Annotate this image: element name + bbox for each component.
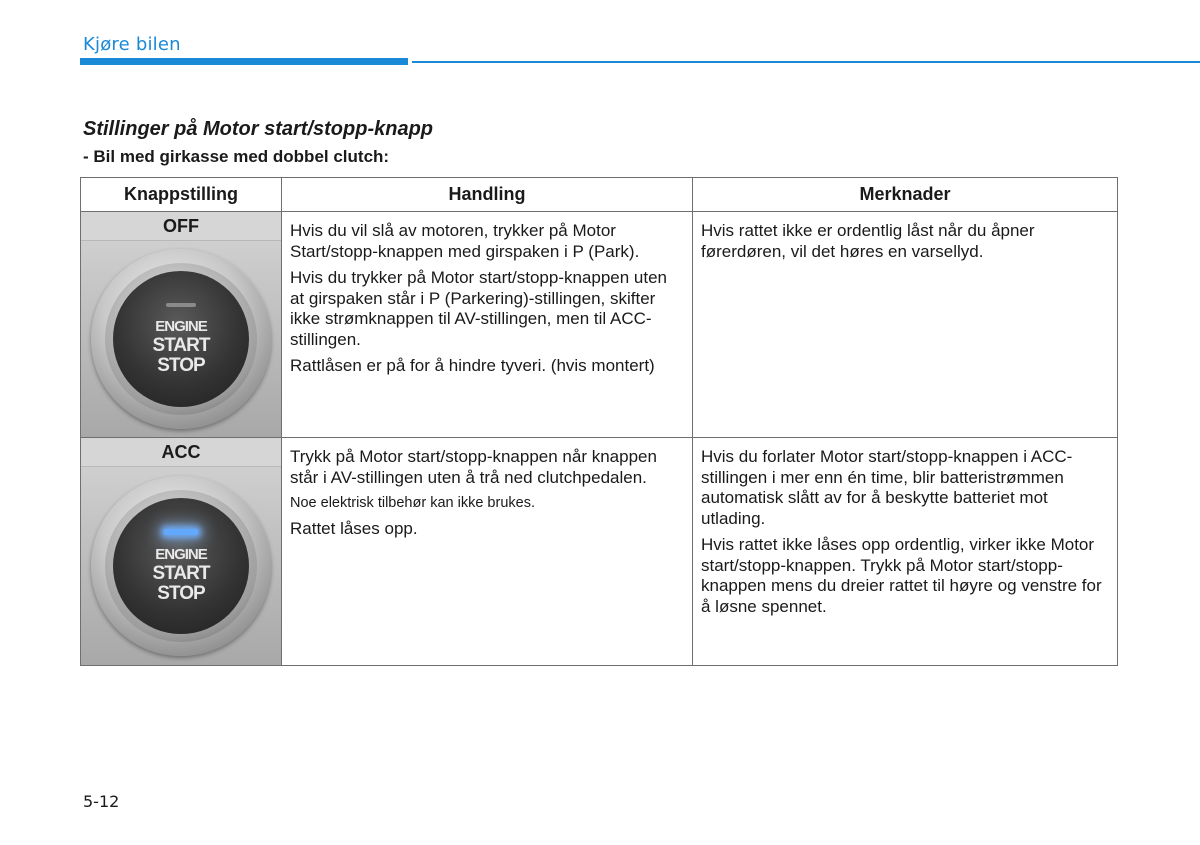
engine-start-stop-button-icon [113,271,249,407]
indicator-light-icon [164,529,198,535]
table-row-acc [81,438,1118,666]
note-text: Hvis du forlater Motor start/stopp-knappen i ACC-stillingen i mer enn én time, blir batteristrømmen automatisk slått av for å beskytte batteriet mot utlading. [701,447,1073,528]
section-subheading: - Bil med girkasse med dobbel clutch: [83,147,390,166]
position-cell-off [81,212,282,438]
action-text: Rattet låses opp. [290,519,418,538]
notes-cell-acc [693,438,1118,666]
button-positions-table [80,177,1118,666]
button-text-start: START [152,563,210,584]
note-text: Hvis rattet ikke låses opp ordentlig, virker ikke Motor start/stopp-knappen. Trykk på Motor start/stopp-knappen mens du dreier rattet til høyre og venstre for å løsne spennet. [701,535,1102,616]
action-cell-acc [282,438,693,666]
column-header-position: Knappstilling [81,178,282,212]
table-row-off [81,212,1118,438]
column-header-action: Handling [282,178,693,212]
button-text-start: START [152,335,210,356]
header-rule-thick [80,58,408,65]
section-heading: Stillinger på Motor start/stopp-knapp [83,118,434,140]
header-rule-thin [412,61,1200,63]
position-label-acc: ACC [81,438,281,467]
engine-start-stop-button-icon [113,498,249,634]
engine-button-image-acc [81,467,281,665]
action-text: Rattlåsen er på for å hindre tyveri. (hvis montert) [290,356,655,375]
page-number: 5-12 [83,792,120,811]
action-text: Trykk på Motor start/stopp-knappen når knappen står i AV-stillingen uten å trå ned clutchpedalen. [290,447,657,487]
engine-button-image-off [81,241,281,437]
indicator-light-icon [166,303,196,307]
action-text: Hvis du vil slå av motoren, trykker på Motor Start/stopp-knappen med girspaken i P (Park). [290,221,640,261]
position-label-off: OFF [81,212,281,241]
column-header-notes: Merknader [693,178,1118,212]
button-text-engine: ENGINE [155,546,207,563]
notes-cell-off [693,212,1118,438]
table-header-row [81,178,1118,212]
note-text: Hvis rattet ikke er ordentlig låst når du åpner førerdøren, vil det høres en varsellyd. [701,221,1035,261]
position-cell-acc [81,438,282,666]
action-cell-off [282,212,693,438]
action-note-small: Noe elektrisk tilbehør kan ikke brukes. [290,495,535,511]
action-text: Hvis du trykker på Motor start/stopp-knappen uten at girspaken står i P (Parkering)-stillingen, skifter ikke strømknappen til AV-stillingen, men til ACC-stillingen. [290,268,668,349]
button-text-stop: STOP [157,583,205,604]
button-text-engine: ENGINE [155,318,207,335]
button-text-stop: STOP [157,355,205,376]
section-label: Kjøre bilen [83,34,181,55]
